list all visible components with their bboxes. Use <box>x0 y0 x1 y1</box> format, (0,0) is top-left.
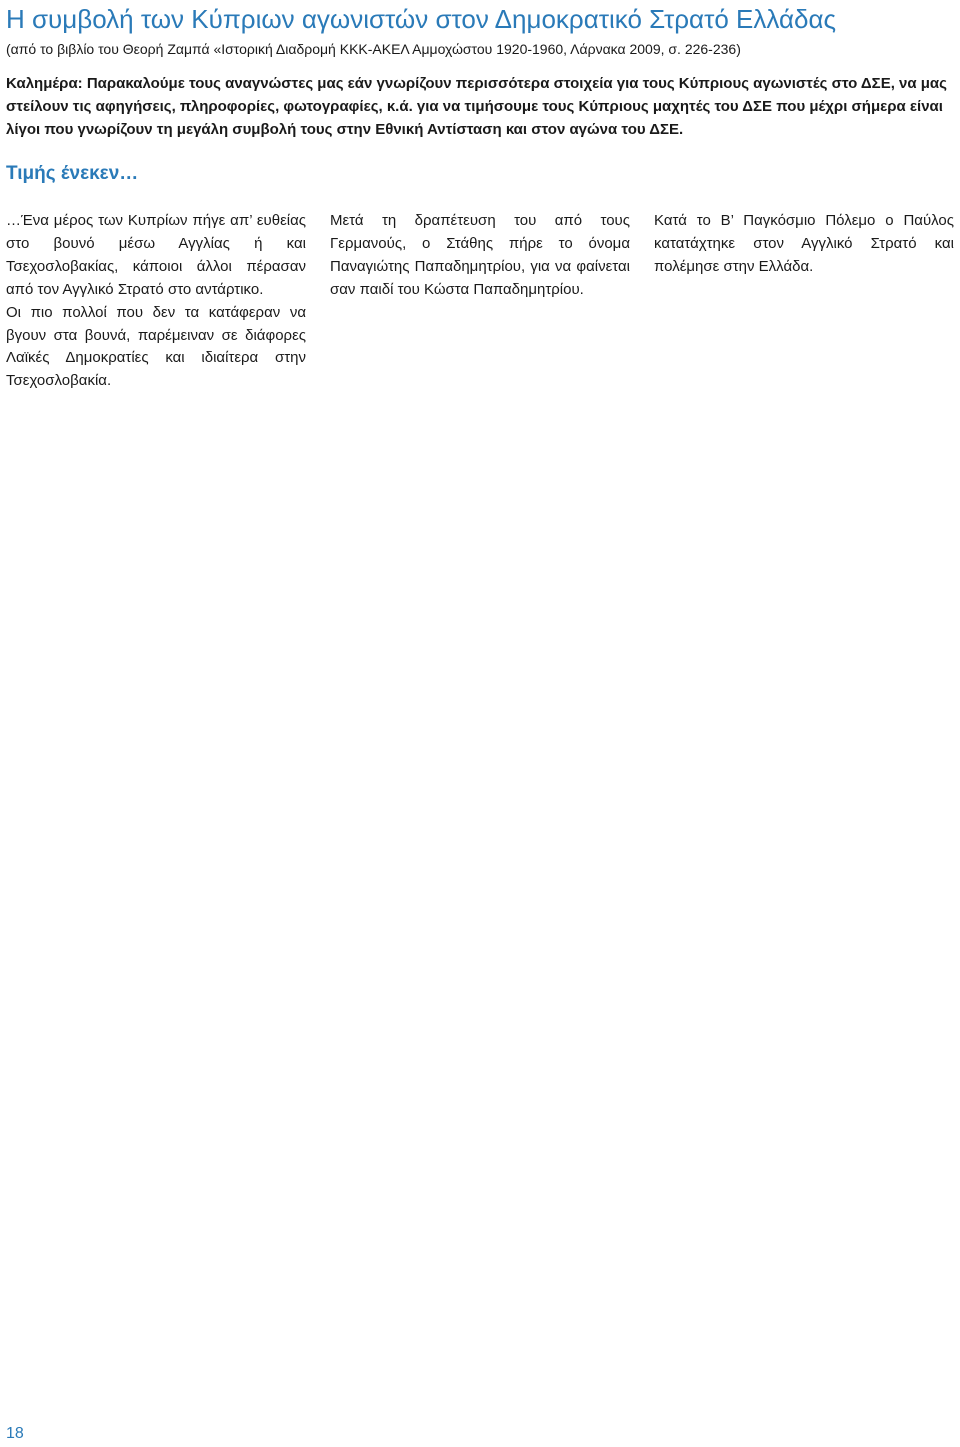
section-heading-tribute: Τιμής ένεκεν… <box>6 163 139 184</box>
paragraph: Οι πιο πολλοί που δεν τα κατάφεραν να βγουν στα βουνά, παρέμειναν σε διάφορες Λαϊκές Δημοκρατίες και ιδιαίτερα στην Τσεχοσλοβακία. <box>6 303 306 390</box>
text-column-2 <box>330 210 630 1410</box>
page-number: 18 <box>6 1425 24 1442</box>
text-column-1 <box>6 210 306 1410</box>
intro-text: Καλημέρα: Παρακαλούμε τους αναγνώστες μας εάν γνωρίζουν περισσότερα στοιχεία για τους Κύπριους αγωνιστές στο ΔΣΕ, να μας στείλουν τις αφηγήσεις, πληροφορίες, φωτογραφίες, κ.ά. για να τιμήσουμε τους Κύπριους μαχητές του ΔΣΕ που μέχρι σήμερα είναι λίγοι που γνωρίζουν τη μεγάλη συμβολή τους στην Εθνική Αντίσταση και στον αγώνα του ΔΣΕ. <box>6 75 947 138</box>
source-citation: (από το βιβλίο του Θεορή Ζαμπά «Ιστορική Διαδρομή ΚΚΚ-ΑΚΕΛ Αμμοχώστου 1920-1960, Λάρνακα 2009, σ. 226-236) <box>6 41 741 57</box>
paragraph: Μετά τη δραπέτευση του από τους Γερμανούς, ο Στάθης πήρε το όνομα Παναγιώτης Παπαδημητρίου, για να φαίνεται σαν παιδί του Κώστα Παπαδημητρίου. <box>330 212 630 298</box>
paragraph: Κατά το Β’ Παγκόσμιο Πόλεμο ο Παύλος κατατάχτηκε στον Αγγλικό Στρατό και πολέμησε στην Ελλάδα. <box>654 212 954 275</box>
intro-appeal <box>6 72 952 141</box>
page-title: Η συμβολή των Κύπριων αγωνιστών στον Δημοκρατικό Στρατό Ελλάδας <box>6 4 837 34</box>
text-column-3 <box>654 210 954 1410</box>
paragraph: …Ένα μέρος των Κυπρίων πήγε απ’ ευθείας στο βουνό μέσω Αγγλίας ή και Τσεχοσλοβακίας, κάποιοι άλλοι πέρασαν από τον Αγγλικό Στρατό στο αντάρτικο. <box>6 212 306 298</box>
